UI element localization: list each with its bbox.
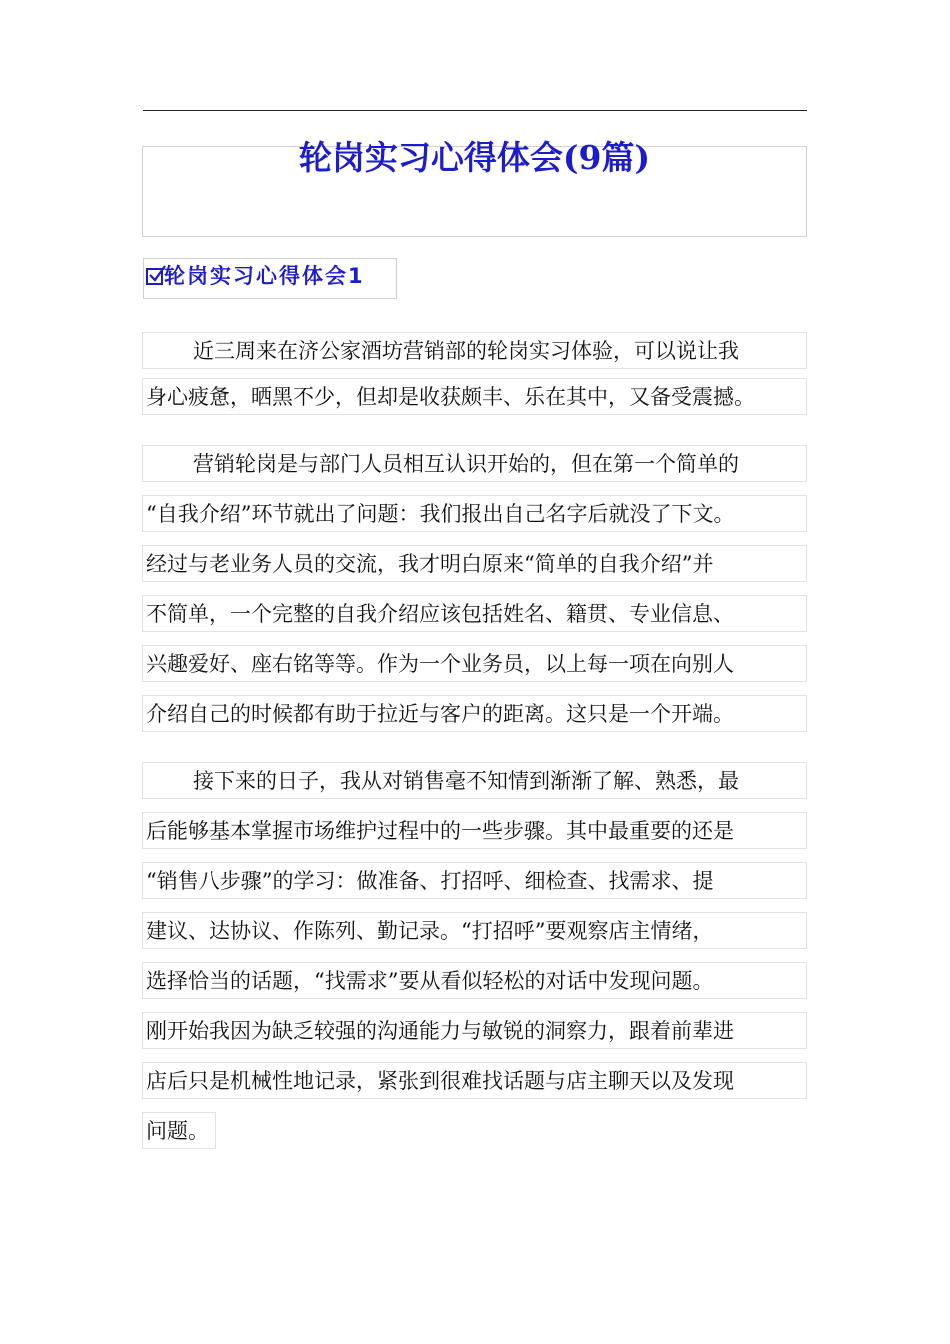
top-rule [143, 110, 807, 111]
text-line: 选择恰当的话题，“找需求”要从看似轻松的对话中发现问题。 [142, 962, 807, 999]
text-line: 问题。 [142, 1112, 216, 1149]
text-line: 兴趣爱好、座右铭等等。作为一个业务员，以上每一项在向别人 [142, 645, 807, 682]
section-heading [146, 262, 365, 290]
page-title: 轮岗实习心得体会(9篇) [298, 138, 651, 177]
text-line: 建议、达协议、作陈列、勤记录。“打招呼”要观察店主情绪， [142, 912, 807, 949]
text-line: 后能够基本掌握市场维护过程中的一些步骤。其中最重要的还是 [142, 812, 807, 849]
text-line: 介绍自己的时候都有助于拉近与客户的距离。这只是一个开端。 [142, 695, 807, 732]
text-line: 接下来的日子，我从对销售毫不知情到渐渐了解、熟悉，最 [142, 762, 807, 799]
section-heading-text: 轮岗实习心得体会1 [164, 264, 365, 288]
text-line: 近三周来在济公家酒坊营销部的轮岗实习体验，可以说让我 [142, 332, 807, 369]
text-line: 刚开始我因为缺乏较强的沟通能力与敏锐的洞察力，跟着前辈进 [142, 1012, 807, 1049]
text-line: 店后只是机械性地记录，紧张到很难找话题与店主聊天以及发现 [142, 1062, 807, 1099]
text-line: “销售八步骤”的学习：做准备、打招呼、细检查、找需求、提 [142, 862, 807, 899]
checkbox-checked-icon [146, 268, 163, 285]
text-line: 不简单，一个完整的自我介绍应该包括姓名、籍贯、专业信息、 [142, 595, 807, 632]
text-line: “自我介绍”环节就出了问题：我们报出自己名字后就没了下文。 [142, 495, 807, 532]
text-line: 身心疲惫，晒黑不少，但却是收获颇丰、乐在其中，又备受震撼。 [142, 378, 807, 415]
text-line: 经过与老业务人员的交流，我才明白原来“简单的自我介绍”并 [142, 545, 807, 582]
text-line: 营销轮岗是与部门人员相互认识开始的，但在第一个简单的 [142, 445, 807, 482]
